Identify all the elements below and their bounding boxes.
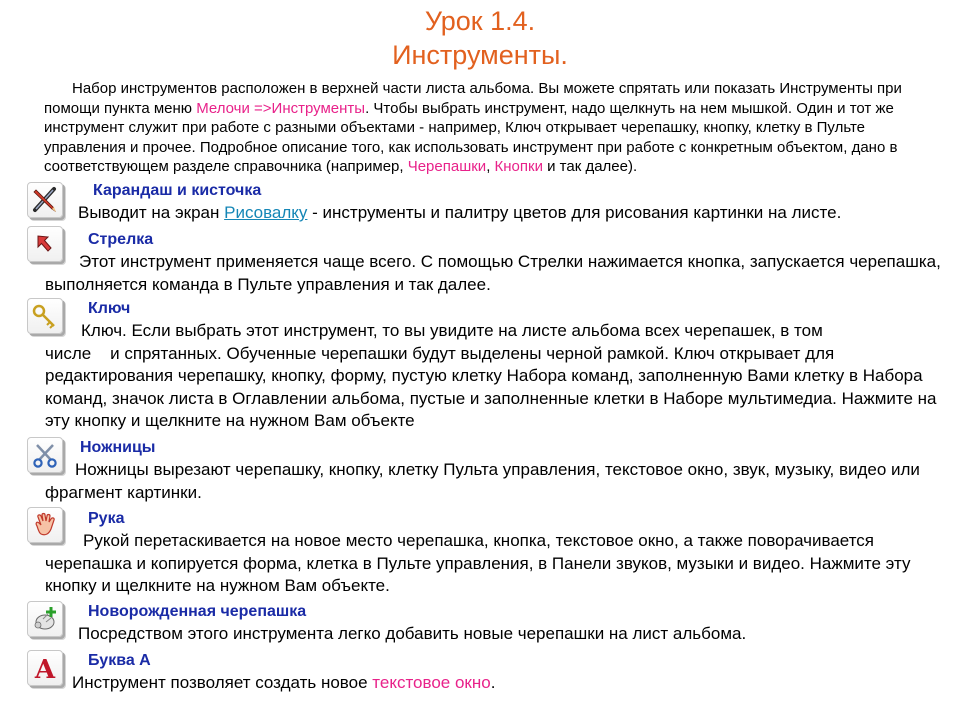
tool-desc-key [45, 320, 950, 433]
letter-a-icon[interactable] [27, 650, 63, 686]
intro-text-1: Набор инструментов расположен в верхней части листа альбома. Вы можете спрятать или показать Инструменты при помощи пункта меню [44, 80, 902, 117]
new-turtle-icon[interactable] [27, 601, 63, 637]
tool-title-pencil-brush: Карандаш и кисточка [93, 182, 262, 199]
intro-text-3: и так далее). [542, 158, 638, 175]
tool-desc-arrow: Этот инструмент применяется чаще всего. С помощью Стрелки нажимается кнопка, запускается черепашка, выполняется команда в Пульте управления и так далее. [45, 252, 941, 294]
tool-desc-letter-a [72, 672, 942, 695]
pencil-desc-text-1: Выводит на экран [78, 203, 225, 222]
tool-desc-hand: Рукой перетаскивается на новое место черепашка, кнопка, текстовое окно, а также поворачивается черепашка и копируется форма, клетка в Пульте управления, в Панели звуков, музыки и видео. Нажмите эту кнопку и щелкните на нужном Вам объекте. [45, 531, 911, 595]
text-window-link[interactable]: текстовое окно [372, 673, 491, 692]
tool-title-key: Ключ [88, 300, 131, 317]
key-desc-line-1: Ключ. Если выбрать этот инструмент, то вы увидите на листе альбома всех черепашек, в том [81, 321, 823, 340]
turtles-link[interactable]: Черепашки [407, 158, 487, 175]
intro-paragraph [44, 79, 944, 177]
tool-title-arrow: Стрелка [88, 231, 154, 248]
intro-text-2: . Чтобы выбрать инструмент, надо щелкнуть на нем мышкой. Один и тот же инструмент служит при работе с разными объектами - например, Ключ открывает черепашку, кнопку, клетку в Пульте управления и прочее. Подробное описание того, как использовать инструмент при работе с конкретным объектом, дано в соответствующем разделе справочника (например, [44, 99, 898, 175]
pencil-brush-icon[interactable] [27, 182, 63, 218]
key-desc-rest: числе и спрятанных. Обученные черепашки будут выделены черной рамкой. Ключ открывает для редактирования черепашку, кнопку, форму, пустую клетку Набора команд, заполненную Вами клетку в Набора команд, значок листа в Оглавлении альбома, пустые и заполненные клетки в Наборе мультимедиа. Нажмите на эту кнопку и щелкните на нужном Вам объекте [45, 343, 942, 430]
letter-a-desc-text-2: . [490, 673, 496, 692]
letter-a-desc-text-1: Инструмент позволяет создать новое [72, 673, 373, 692]
page-title: Инструменты. [392, 40, 568, 70]
letter-a-glyph: A [34, 655, 56, 685]
buttons-link[interactable]: Кнопки [494, 158, 543, 175]
tool-desc-pencil-brush [78, 202, 948, 225]
tool-title-new-turtle: Новорожденная черепашка [88, 603, 307, 620]
draw-tool-link[interactable]: Рисовалку [224, 203, 308, 222]
lesson-number: Урок 1.4. [424, 6, 536, 36]
tool-title-letter-a: Буква А [88, 652, 151, 669]
pencil-desc-text-2: - инструменты и палитру цветов для рисования картинки на листе. [307, 203, 842, 222]
menu-path-link[interactable]: Мелочи =>Инструменты [196, 99, 366, 117]
tool-desc-new-turtle: Посредством этого инструмента легко добавить новые черепашки на лист альбома. [78, 624, 747, 643]
intro-separator: , [486, 158, 495, 175]
tool-title-hand: Рука [88, 510, 125, 527]
tool-title-scissors: Ножницы [80, 439, 156, 456]
tool-desc-scissors: Ножницы вырезают черепашку, кнопку, клетку Пульта управления, текстовое окно, звук, музыку, видео или фрагмент картинки. [45, 460, 920, 502]
